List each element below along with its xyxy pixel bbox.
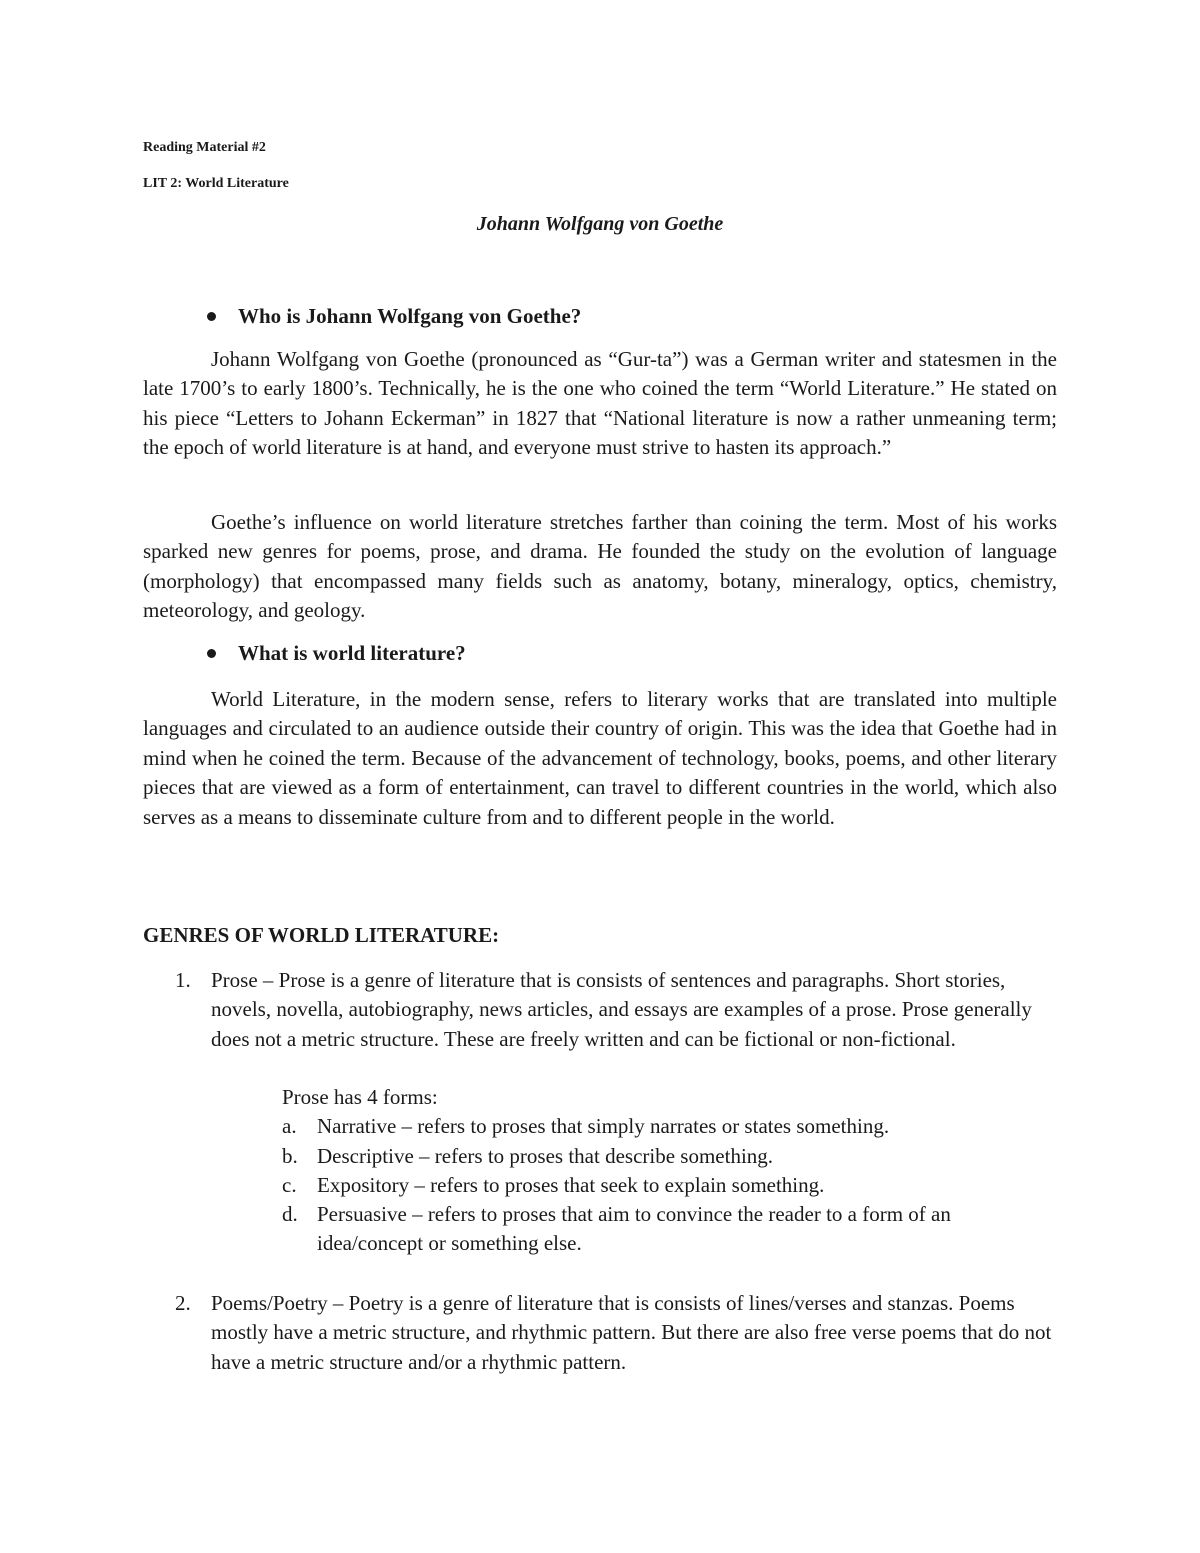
sub-list-letter: a. — [282, 1114, 297, 1138]
sub-list-text: Expository – refers to proses that seek to explain something. — [317, 1173, 825, 1197]
prose-forms-heading: Prose has 4 forms: — [282, 1085, 438, 1109]
reading-material-label: Reading Material #2 — [143, 140, 266, 155]
sub-list-letter: b. — [282, 1144, 298, 1168]
sub-list-letter: c. — [282, 1173, 297, 1197]
paragraph-goethe-intro: Johann Wolfgang von Goethe (pronounced as “Gur-ta”) was a German writer and statesmen in the late 1700’s to early 1800’s. Technically, he is the one who coined the term “World Literature.” He stated on his piece “Letters to Johann Eckerman” in 1827 that “National literature is now a rather unmeaning term; the epoch of world literature is at hand, and everyone must strive to hasten its approach.” — [143, 347, 1057, 460]
bullet-icon — [207, 649, 216, 658]
paragraph-goethe-influence: Goethe’s influence on world literature stretches farther than coining the term. Most of his works sparked new genres for poems, prose, and drama. He founded the study on the evolution of language (morphology) that encompassed many fields such as anatomy, botany, mineralogy, optics, chemistry, meteorology, and geology. — [143, 510, 1057, 623]
question-heading-2 — [207, 641, 466, 666]
list-number: 2. — [175, 1291, 191, 1315]
question-text: What is world literature? — [238, 641, 466, 665]
list-item-text: Poems/Poetry – Poetry is a genre of literature that is consists of lines/verses and stanzas. Poems mostly have a metric structure, and rhythmic pattern. But there are also free verse poems that do not have a metric structure and/or a rhythmic pattern. — [211, 1291, 1052, 1374]
genres-heading: GENRES OF WORLD LITERATURE: — [143, 923, 500, 947]
document-title: Johann Wolfgang von Goethe — [476, 213, 724, 235]
sub-list-text: Narrative – refers to proses that simply narrates or states something. — [317, 1114, 890, 1138]
question-text: Who is Johann Wolfgang von Goethe? — [238, 304, 582, 328]
paragraph-world-literature: World Literature, in the modern sense, refers to literary works that are translated into multiple languages and circulated to an audience outside their country of origin. This was the idea that Goethe had in mind when he coined the term. Because of the advancement of technology, books, poems, and other literary pieces that are viewed as a form of entertainment, can travel to different countries in the world, which also serves as a means to disseminate culture from and to different people in the world. — [143, 687, 1057, 829]
bullet-icon — [207, 312, 216, 321]
sub-list-text: Persuasive – refers to proses that aim to convince the reader to a form of an idea/concept or something else. — [317, 1202, 951, 1256]
question-heading-1 — [207, 304, 581, 329]
list-item-text: Prose – Prose is a genre of literature that is consists of sentences and paragraphs. Short stories, novels, novella, autobiography, news articles, and essays are examples of a prose. Prose generally does not a metric structure. These are freely written and can be fictional or non-fictional. — [211, 968, 1032, 1051]
sub-list-text: Descriptive – refers to proses that describe something. — [317, 1144, 774, 1168]
course-label: LIT 2: World Literature — [143, 176, 289, 191]
list-number: 1. — [175, 968, 191, 992]
sub-list-letter: d. — [282, 1202, 298, 1226]
